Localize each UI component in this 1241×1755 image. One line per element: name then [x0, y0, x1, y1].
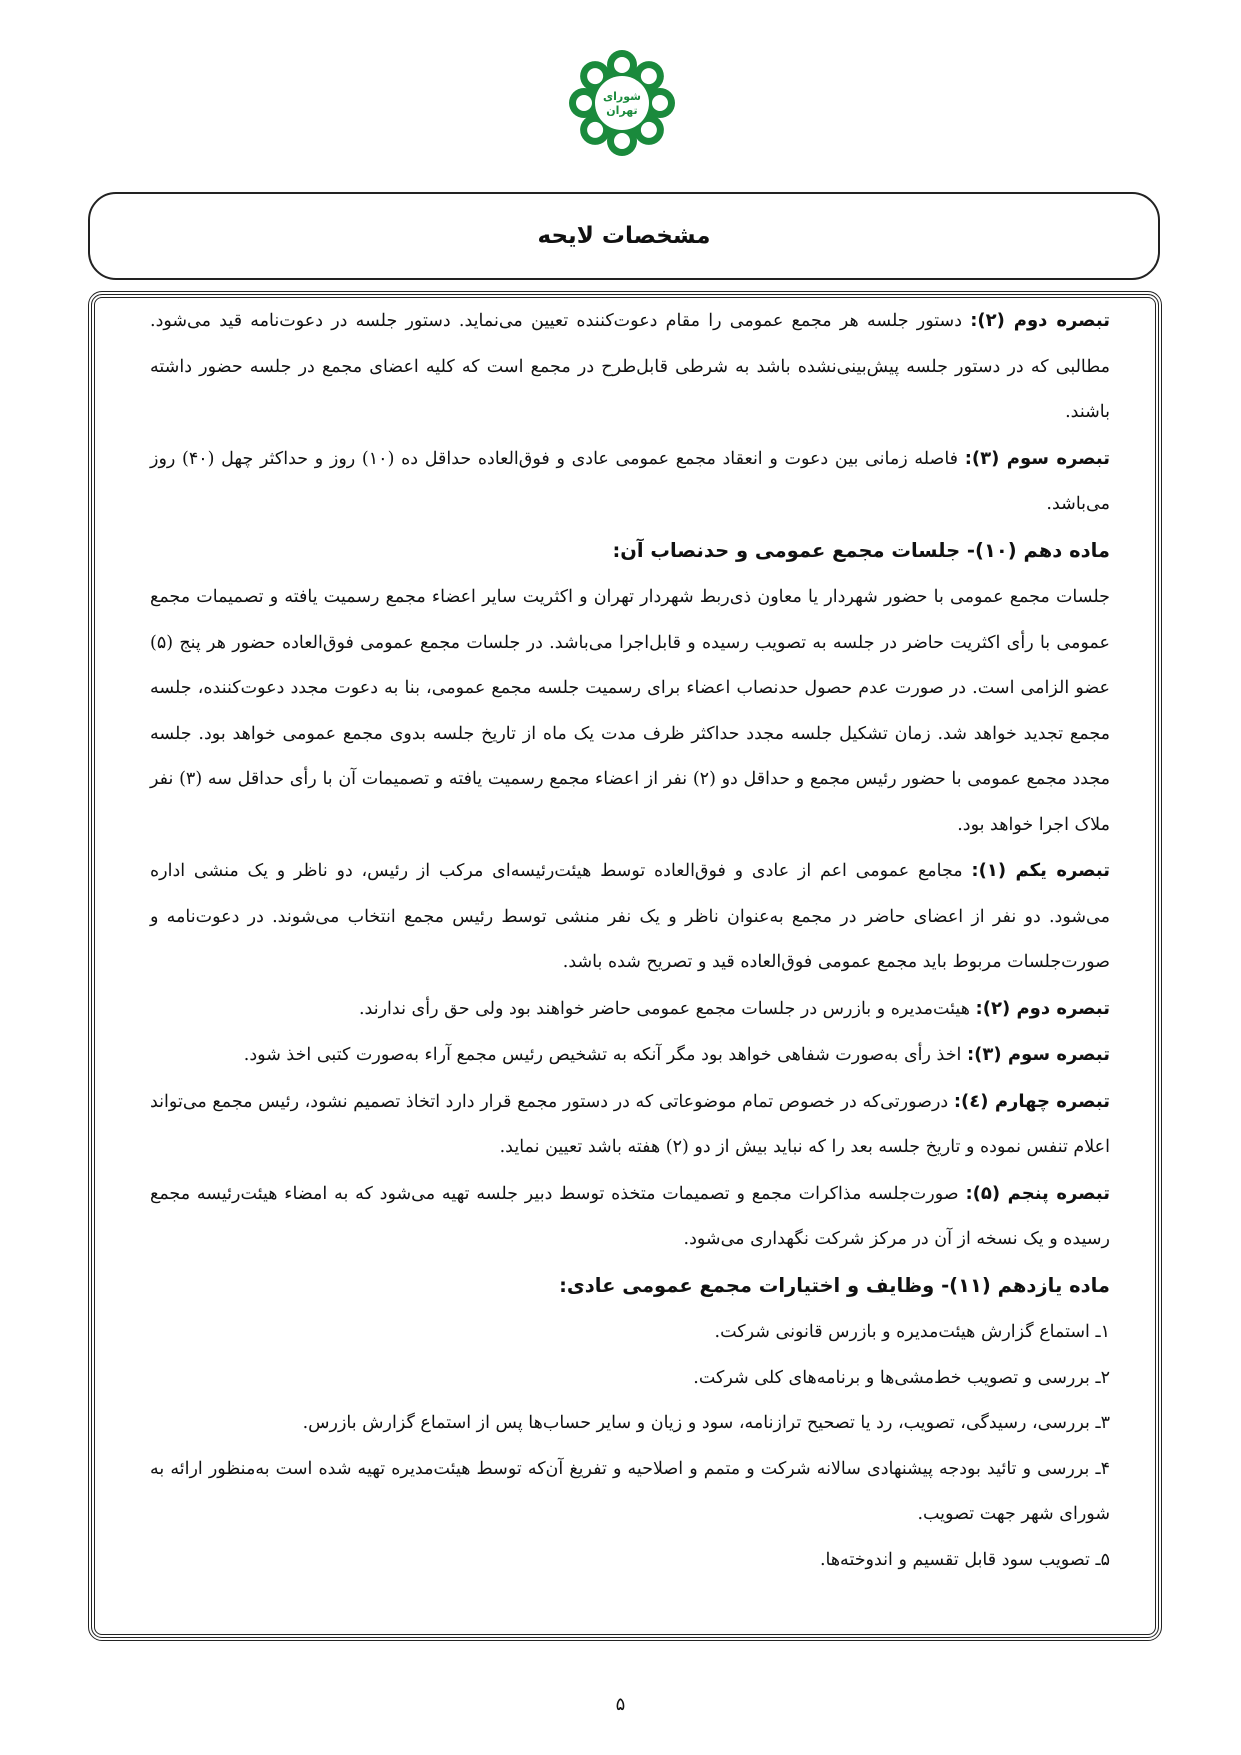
paragraph-text: صورت‌جلسه مذاکرات مجمع و تصمیمات متخذه توسط دبیر جلسه تهیه می‌شود که به امضاء هیئت‌رئیسه مجمع رسیده و یک نسخه از آن در مرکز شرکت نگهداری می‌شود. — [150, 1183, 1110, 1249]
svg-text:تهران: تهران — [606, 104, 638, 117]
body-paragraph — [150, 1538, 1110, 1584]
paragraph-text: جلسات مجمع عمومی با حضور شهردار یا معاون ذی‌ربط شهردار تهران و اکثریت سایر اعضاء مجمع رسمیت یافته و تصمیمات مجمع عمومی با رأی اکثریت حاضر در جلسه به تصویب رسیده و قابل‌اجرا می‌باشد. در جلسات مجمع عمومی فوق‌العاده حضور هر پنج (۵) عضو الزامی است. در صورت عدم حصول حدنصاب اعضاء برای رسمیت جلسه مجمع عمومی، بنا به دعوت مجدد دعوت‌کننده، جلسه مجمع تجدید خواهد شد. زمان تشکیل جلسه مجدد حداکثر ظرف مدت یک ماه از تاریخ جلسه بدوی مجمع عمومی خواهد بود. جلسه مجدد مجمع عمومی با حضور رئیس مجمع و حداقل دو (۲) نفر از اعضاء مجمع رسمیت یافته و تصمیمات آن با رأی حداقل سه (۳) نفر ملاک اجرا خواهد بود. — [150, 587, 1110, 835]
paragraph-text: ۴ـ بررسی و تائید بودجه پیشنهادی سالانه شرکت و متمم و اصلاحیه و تفریغ آن‌که توسط هیئت‌مدیره تهیه شده است به‌منظور ارائه به شورای شهر جهت تصویب. — [150, 1458, 1110, 1524]
note-paragraph — [150, 986, 1110, 1033]
paragraph-text: درصورتی‌که در خصوص تمام موضوعاتی که در دستور مجمع قرار دارد اتخاذ تصمیم نشود، رئیس مجمع می‌تواند اعلام تنفس نموده و تاریخ جلسه بعد را که نباید بیش از دو (۲) هفته باشد تعیین نماید. — [150, 1091, 1110, 1157]
paragraph-text: اخذ رأی به‌صورت شفاهی خواهد بود مگر آنکه به تشخیص رئیس مجمع آراء به‌صورت کتبی اخذ شود. — [243, 1045, 967, 1065]
paragraph-text: ۳ـ بررسی، رسیدگی، تصویب، رد یا تصحیح ترازنامه، سود و زیان و سایر حساب‌ها پس از استماع گزارش بازرس. — [302, 1413, 1110, 1433]
heading-text: ماده دهم (۱۰)- جلسات مجمع عمومی و حدنصاب آن: — [612, 538, 1110, 562]
paragraph-text: ۲ـ بررسی و تصویب خط‌مشی‌ها و برنامه‌های کلی شرکت. — [693, 1367, 1110, 1388]
note-label: تبصره یکم (۱): — [971, 860, 1110, 881]
paragraph-text: دستور جلسه هر مجمع عمومی را مقام دعوت‌کننده تعیین می‌نماید. دستور جلسه در دعوت‌نامه قید می‌شود. مطالبی که در دستور جلسه پیش‌بینی‌نشده باشد به شرطی قابل‌طرح در مجمع است که کلیه اعضای مجمع در جلسه حضور داشته باشند. — [150, 311, 1110, 422]
article-heading — [150, 528, 1110, 576]
note-label: تبصره دوم (۲): — [970, 310, 1110, 331]
document-body — [150, 298, 1110, 1583]
title-box — [88, 192, 1160, 280]
svg-text:شورای: شورای — [603, 90, 641, 103]
note-paragraph — [150, 1079, 1110, 1171]
body-paragraph — [150, 1310, 1110, 1356]
body-paragraph — [150, 1447, 1110, 1538]
note-label: تبصره سوم (۳): — [964, 447, 1110, 469]
body-paragraph — [150, 575, 1110, 848]
note-paragraph — [150, 298, 1110, 436]
note-label: تبصره سوم (۳): — [966, 1044, 1110, 1065]
page-number: ۵ — [615, 1694, 626, 1715]
paragraph-text: ۱ـ استماع گزارش هیئت‌مدیره و بازرس قانونی شرکت. — [714, 1322, 1110, 1342]
body-paragraph — [150, 1356, 1110, 1402]
document-title: مشخصات لایحه — [537, 223, 711, 249]
note-paragraph — [150, 1032, 1110, 1079]
paragraph-text: فاصله زمانی بین دعوت و انعقاد مجمع عمومی عادی و فوق‌العاده حداقل ده (۱۰) روز و حداکثر چهل (۴۰) روز می‌باشد. — [150, 448, 1110, 514]
note-label: تبصره دوم (۲): — [975, 997, 1110, 1019]
body-paragraph — [150, 1401, 1110, 1447]
paragraph-text: مجامع عمومی اعم از عادی و فوق‌العاده توسط هیئت‌رئیسه‌ای مرکب از رئیس، دو ناظر و یک منشی اداره می‌شود. دو نفر از اعضای حاضر در مجمع به‌عنوان ناظر و یک نفر منشی توسط رئیس مجمع انتخاب می‌شوند. در دعوت‌نامه و صورت‌جلسات مربوط باید مجمع عمومی فوق‌العاده قید و تصریح شده باشد. — [150, 861, 1110, 972]
note-paragraph — [150, 1171, 1110, 1263]
note-paragraph — [150, 436, 1110, 528]
heading-text: ماده یازدهم (۱۱)- وظایف و اختیارات مجمع عمومی عادی: — [559, 1273, 1110, 1297]
note-label: تبصره چهارم (٤): — [953, 1090, 1110, 1112]
tehran-city-council-logo — [567, 48, 677, 158]
paragraph-text: ۵ـ تصویب سود قابل تقسیم و اندوخته‌ها. — [819, 1549, 1110, 1570]
paragraph-text: هیئت‌مدیره و بازرس در جلسات مجمع عمومی حاضر خواهند بود ولی حق رأی ندارند. — [358, 998, 976, 1019]
note-label: تبصره پنجم (۵): — [965, 1182, 1110, 1204]
note-paragraph — [150, 848, 1110, 986]
article-heading — [150, 1263, 1110, 1311]
